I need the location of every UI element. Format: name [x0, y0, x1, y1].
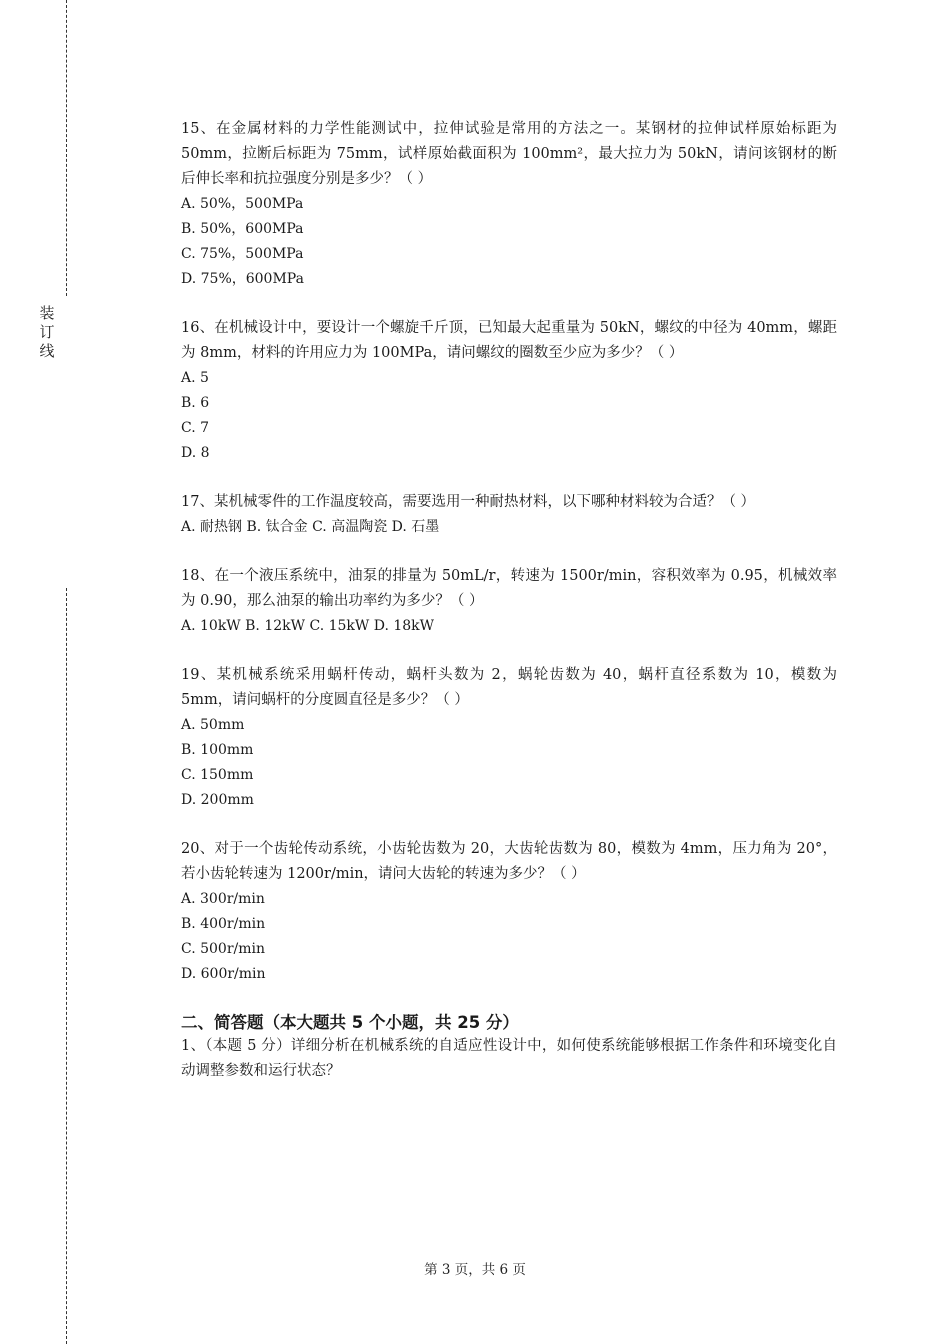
option-d: D. 8: [181, 445, 210, 461]
question-18: [181, 564, 837, 639]
options-inline: A. 耐热钢 B. 钛合金 C. 高温陶瓷 D. 石墨: [181, 519, 440, 535]
option-c: C. 7: [181, 420, 210, 436]
option-c: C. 150mm: [181, 767, 254, 783]
section-title: 二、简答题（本大题共 5 个小题，共 25 分）: [181, 1013, 519, 1032]
option-a: A. 50%，500MPa: [181, 196, 304, 212]
question-stem: 16、在机械设计中，要设计一个螺旋千斤顶，已知最大起重量为 50kN，螺纹的中径为 40mm，螺距为 8mm，材料的许用应力为 100MPa，请问螺纹的圈数至少应为多少？（ ）: [181, 320, 837, 361]
option-d: D. 200mm: [181, 792, 254, 808]
question-stem: 19、某机械系统采用蜗杆传动，蜗杆头数为 2，蜗轮齿数为 40，蜗杆直径系数为 10，模数为 5mm，请问蜗杆的分度圆直径是多少？（ ）: [181, 667, 837, 708]
page-footer: 第 3 页，共 6 页: [424, 1262, 526, 1278]
question-stem: 15、在金属材料的力学性能测试中，拉伸试验是常用的方法之一。某钢材的拉伸试样原始标距为 50mm，拉断后标距为 75mm，试样原始截面积为 100mm²，最大拉力为 50kN，请问该钢材的断后伸长率和抗拉强度分别是多少？（ ）: [181, 121, 837, 187]
binding-char: 订: [39, 323, 55, 341]
question-20: [181, 837, 837, 987]
option-c: C. 500r/min: [181, 941, 266, 957]
binding-line-top: [66, 0, 67, 296]
option-b: B. 50%，600MPa: [181, 221, 304, 237]
question-15: [181, 117, 837, 292]
binding-line-bottom: [66, 588, 67, 1344]
question-stem: 20、对于一个齿轮传动系统，小齿轮齿数为 20，大齿轮齿数为 80，模数为 4mm，压力角为 20°，若小齿轮转速为 1200r/min，请问大齿轮的转速为多少？（ ）: [181, 841, 837, 882]
option-a: A. 50mm: [181, 717, 245, 733]
binding-label: [37, 304, 57, 361]
question-19: [181, 663, 837, 813]
option-d: D. 75%，600MPa: [181, 271, 304, 287]
options-inline: A. 10kW B. 12kW C. 15kW D. 18kW: [181, 618, 435, 634]
question-stem: 18、在一个液压系统中，油泵的排量为 50mL/r，转速为 1500r/min，容积效率为 0.95，机械效率为 0.90，那么油泵的输出功率约为多少？（ ）: [181, 568, 837, 609]
option-c: C. 75%，500MPa: [181, 246, 304, 262]
binding-char: 线: [39, 342, 55, 360]
option-b: B. 6: [181, 395, 210, 411]
question-17: [181, 490, 837, 540]
question-16: [181, 316, 837, 466]
option-b: B. 400r/min: [181, 916, 266, 932]
binding-char: 装: [39, 304, 55, 322]
page-content: [181, 117, 837, 1084]
option-d: D. 600r/min: [181, 966, 266, 982]
option-b: B. 100mm: [181, 742, 254, 758]
short-answer-question-1: 1、（本题 5 分）详细分析在机械系统的自适应性设计中，如何使系统能够根据工作条件和环境变化自动调整参数和运行状态？: [181, 1038, 837, 1079]
option-a: A. 300r/min: [181, 891, 265, 907]
question-stem: 17、某机械零件的工作温度较高，需要选用一种耐热材料，以下哪种材料较为合适？（ ）: [181, 494, 756, 510]
option-a: A. 5: [181, 370, 209, 386]
